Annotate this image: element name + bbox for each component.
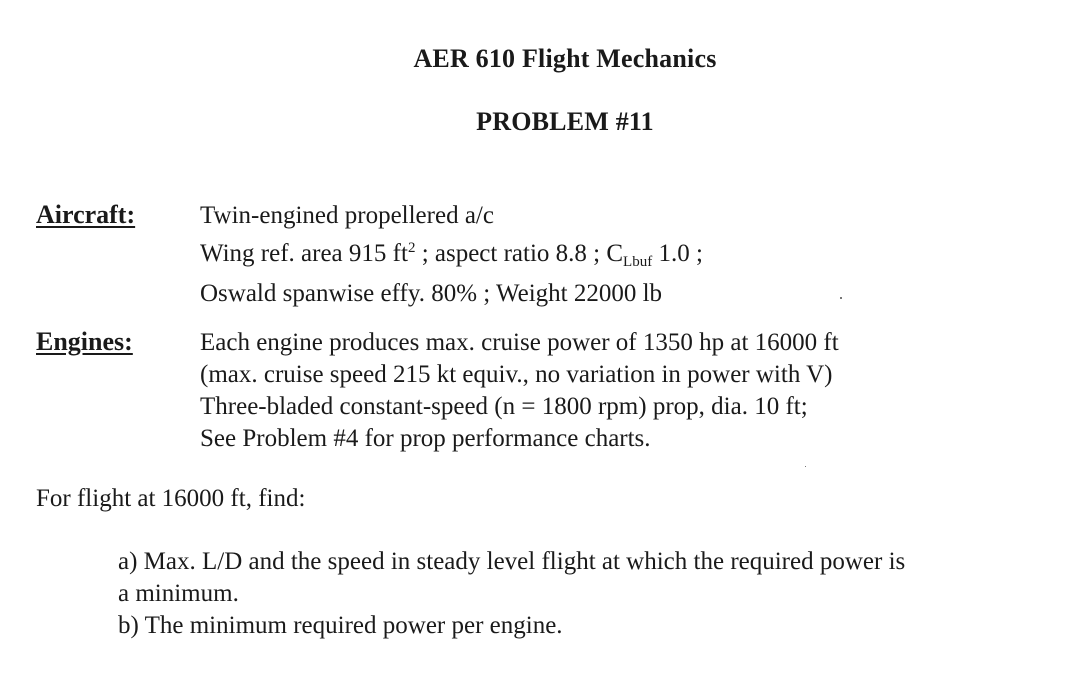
scan-speck [805,466,806,467]
problem-title: PROBLEM #11 [476,107,654,136]
question-a-line-1: a) Max. L/D and the speed in steady level flight at which the required power is [118,548,906,575]
lift-coefficient-value: 1.0 ; [652,240,703,267]
problem-prompt: For flight at 16000 ft, find: [36,485,306,512]
wing-area-exponent: 2 [407,240,416,256]
engines-line-1: Each engine produces max. cruise power of 1350 hp at 16000 ft [200,329,839,356]
wing-area-text: Wing ref. area 915 ft [200,240,408,267]
aircraft-line-1: Twin-engined propellered a/c [200,202,494,229]
aircraft-label: Aircraft: [36,200,136,229]
aircraft-line-2 [200,232,703,278]
engines-line-3: Three-bladed constant-speed (n = 1800 rpm) prop, dia. 10 ft; [200,393,808,420]
engines-label: Engines: [36,327,133,356]
engines-line-2: (max. cruise speed 215 kt equiv., no variation in power with V) [200,361,833,388]
question-a-line-2: a minimum. [118,580,239,607]
engines-description [200,327,839,455]
aspect-ratio-text: ; aspect ratio 8.8 ; C [415,240,624,267]
aircraft-line-3: Oswald spanwise effy. 80% ; Weight 22000 lb [200,280,663,307]
course-title: AER 610 Flight Mechanics [413,44,717,73]
question-list [118,546,1018,642]
engines-line-4: See Problem #4 for prop performance charts. [200,425,651,452]
question-b: b) The minimum required power per engine. [118,612,563,639]
scan-speck [840,297,842,299]
aircraft-description [200,200,703,310]
lift-coefficient-subscript: Lbuf [623,254,653,270]
